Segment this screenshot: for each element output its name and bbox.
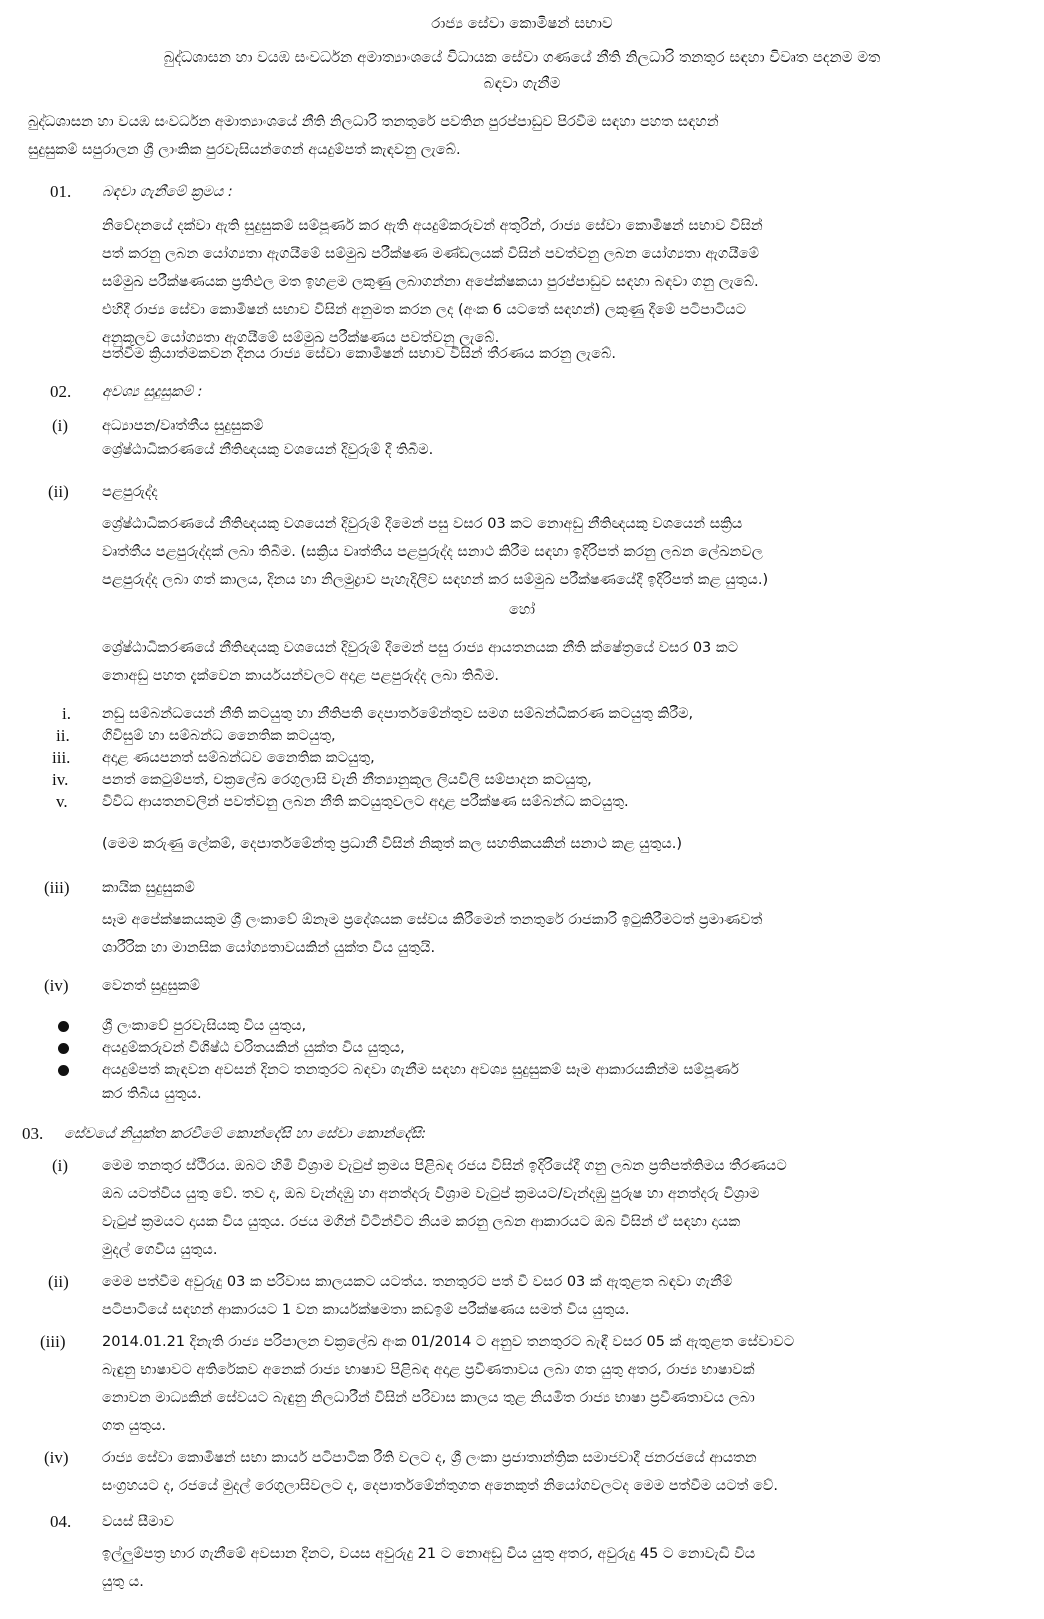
item-i-marker: (i) bbox=[52, 1156, 69, 1175]
service-condition-item: මෙම පත්වීම අවුරුදු 03 ක පරිවාස කාලයකට යටත්ය. තනතුරට පත් වී වසර 03 ක් ඇතුළත බඳවා ගැනීම් පටිපාටියේ සඳහන් ආකාරයට 1 වන කාර්යක්ෂමතා කඩඉම් පරීක්ෂණය සමත් විය යුතුය. bbox=[102, 1274, 733, 1318]
other-qualifications-title: වෙනත් සුදුසුකම් bbox=[102, 978, 200, 994]
age-limit-text: ඉල්ලුම්පත්‍ර භාර ගැනීමේ අවසාන දිනට, වයස අවුරුදු 21 ට නොඅඩු විය යුතු අතර, අවුරුදු 45 ට නොවැඩි විය යුතු ය. bbox=[102, 1546, 756, 1590]
experience-title: පළපුරුද්ද bbox=[102, 484, 158, 500]
bullet-icon bbox=[58, 1021, 69, 1032]
list-item-marker: v. bbox=[56, 792, 68, 811]
or-separator: හෝ bbox=[508, 602, 536, 618]
page-subtitle-line2: බඳවා ගැනීම bbox=[483, 74, 561, 92]
bullet-item: ශ්‍රී ලංකාවේ පුරවැසියකු විය යුතුය, bbox=[102, 1018, 307, 1034]
list-item: නඩු සම්බන්ධයෙන් නීති කටයුතු හා නීතිපති දෙපාර්තමේන්තුව සමග සම්බන්ධීකරණ කටයුතු කිරීම, bbox=[102, 706, 694, 722]
education-qualifications-text: ශ්‍රේෂ්ඨාධිකරණයේ නීතිඥයකු වශයෙන් දිවුරුම් දී තිබීම. bbox=[102, 442, 434, 458]
section-04-number: 04. bbox=[50, 1512, 72, 1531]
section-03-number: 03. bbox=[22, 1124, 44, 1143]
list-item: විවිධ ආයතනවලින් පවත්වනු ලබන නීති කටයුතුවලට අදාළ පරීක්ෂණ සම්බන්ධ කටයුතු. bbox=[102, 794, 629, 810]
section-01-effective-date: පත්වීම ක්‍රියාත්මකවන දිනය රාජ්‍ය සේවා කොමිෂන් සභාව විසින් තීරණය කරනු ලැබේ. bbox=[102, 346, 616, 362]
service-condition-item: 2014.01.21 දිනැති රාජ්‍ය පරිපාලන චක්‍රලේඛ අංක 01/2014 ට අනුව තනතුරට බැඳී වසර 05 ක් ඇතුළත සේවාවට බැඳුනු භාෂාවට අතිරේකව අනෙක් රාජ්‍ය භාෂාව පිළිබඳ අදාළ ප්‍රවීණතාවය ලබා ගත යුතු අතර, රාජ්‍ය භාෂාවක් නොවන මාධ්‍යකින් සේවයට බැඳුනු නිලධාරීන් විසින් පරිවාස කාලය තුළ නියමිත රාජ්‍ය භාෂා ප්‍රවීණතාවය ලබා ගත යුතුය. bbox=[102, 1334, 795, 1434]
bullet-icon bbox=[58, 1043, 69, 1054]
section-02-number: 02. bbox=[50, 382, 72, 401]
section-04-heading: වයස් සීමාව bbox=[102, 1514, 174, 1530]
service-condition-item: රාජ්‍ය සේවා කොමිෂන් සභා කාර්ය පටිපාටික රීති වලට ද, ශ්‍රී ලංකා ප්‍රජාතාන්ත්‍රික සමාජවාදී ජනරජයේ ආයතන සංග්‍රහයට ද, රජයේ මුදල් රෙගුලාසිවලට ද, දෙපාර්තමේන්තුගත අනෙකුත් නියෝගවලටද මෙම පත්වීම යටත් වේ. bbox=[102, 1450, 778, 1494]
education-qualifications-title: අධ්‍යාපන/වෘත්තීය සුදුසුකම් bbox=[102, 418, 264, 434]
item-i-marker: (i) bbox=[52, 416, 69, 435]
list-item-marker: iii. bbox=[52, 748, 71, 767]
section-03-heading: සේවයේ නියුක්ත කරවීමේ කොන්දේසි හා සේවා කොන්දේසි: bbox=[64, 1126, 427, 1142]
bullet-icon bbox=[58, 1065, 69, 1076]
section-01-number: 01. bbox=[50, 182, 72, 201]
list-item: අදාළ ණයපනත් සම්බන්ධව නෛතික කටයුතු, bbox=[102, 750, 375, 766]
list-item-marker: ii. bbox=[56, 726, 70, 745]
bullet-item: අයදුම්කරුවන් විශිෂ්ඨ චරිතයකින් යුක්ත විය යුතුය, bbox=[102, 1040, 405, 1056]
service-condition-item: මෙම තනතුර ස්ථිරය. ඔබට හිමි විශ්‍රාම වැටුප් ක්‍රමය පිළිබඳ රජය විසින් ඉදිරියේදී ගනු ලබන ප්‍රතිපත්තිමය තීරණයට ඔබ යටත්විය යුතු වේ. තව ද, ඔබ වැන්දඹු හා අනත්දරු විශ්‍රාම වැටුප් ක්‍රමයට/වැන්දඹු පුරුෂ හා අනත්දරු විශ්‍රාම වැටුප් ක්‍රමයට දායක විය යුතුය. රජය මගින් විටින්විට නියම කරනු ලබන ආකාරයට ඔබ විසින් ඒ සඳහා දායක මුදල් ගෙවිය යුතුය. bbox=[102, 1158, 787, 1258]
experience-paragraph-1: ශ්‍රේෂ්ඨාධිකරණයේ නීතිඥයකු වශයෙන් දිවුරුම් දීමෙන් පසු වසර 03 කට නොඅඩු නීතිඥයකු වශයෙන් සක්‍රිය වෘත්තීය පළපුරුද්දක් ලබා තිබීම. (සක්‍රිය වෘත්තීය පළපුරුද්ද සනාථ කිරීම සඳහා ඉදිරිපත් කරනු ලබන ලේඛනවල පළපුරුද්ද ලබා ගත් කාලය, දිනය හා නිලමුද්‍රාව පැහැදිලිව සඳහන් කර සම්මුඛ පරීක්ෂණයේදී ඉදිරිපත් කළ යුතුය.) bbox=[102, 516, 769, 588]
item-iv-marker: (iv) bbox=[44, 1448, 69, 1467]
list-item-marker: iv. bbox=[52, 770, 69, 789]
section-02-heading: අවශ්‍ය සුදුසුකම් : bbox=[102, 384, 203, 400]
section-01-paragraph: නිවේදනයේ දක්වා ඇති සුදුසුකම් සම්පූර්ණ කර ඇති අයදුම්කරුවන් අතුරින්, රාජ්‍ය සේවා කොමිෂන් සභාව විසින් පත් කරනු ලබන යෝග්‍යතා ඇගයීමේ සම්මුඛ පරීක්ෂණ මණ්ඩලයක් විසින් පවත්වනු ලබන යෝග්‍යතා ඇගයීමේ සම්මුඛ පරීක්ෂණයක ප්‍රතිඵල මත ඉහළම ලකුණු ලබාගන්නා අපේක්ෂකයා පුරප්පාඩුව සඳහා බඳවා ගනු ලැබේ. එහිදී රාජ්‍ය සේවා කොමිෂන් සභාව විසින් අනුමත කරන ලද (අංක 6 යටතේ සඳහන්) ලකුණු දීමේ පටිපාටියට අනුකූලව යෝග්‍යතා ඇගයීමේ සම්මුඛ පරීක්ෂණය පවත්වනු ලැබේ. bbox=[102, 218, 763, 346]
item-ii-marker: (ii) bbox=[48, 1272, 69, 1291]
item-iii-marker: (iii) bbox=[44, 878, 70, 897]
certification-note: (මෙම කරුණු ලේකම්, දෙපාර්තමේන්තු ප්‍රධානී විසින් නිකුත් කල සහතිකයකින් සනාථ කළ යුතුය.) bbox=[102, 836, 683, 852]
item-iii-marker: (iii) bbox=[40, 1332, 66, 1351]
item-ii-marker: (ii) bbox=[48, 482, 69, 501]
list-item: පනත් කෙටුම්පත්, චක්‍රලේඛ රෙගුලාසි වැනි නීත්‍යානුකූල ලියවිලි සම්පාදන කටයුතු, bbox=[102, 772, 592, 788]
experience-paragraph-2: ශ්‍රේෂ්ඨාධිකරණයේ නීතිඥයකු වශයෙන් දිවුරුම් දීමෙන් පසු රාජ්‍ය ආයතනයක නීති ක්ෂේත්‍රයේ වසර 03 කට නොඅඩු පහත දැක්වෙන කාර්යයන්වලට අදාළ පළපුරුද්ද ලබා තිබීම. bbox=[102, 640, 739, 684]
page-title: රාජ්‍ය සේවා කොමිෂන් සභාව bbox=[431, 14, 613, 32]
section-01-heading: බඳවා ගැනීමේ ක්‍රමය : bbox=[102, 184, 233, 200]
physical-qualifications-title: කායික සුදුසුකම් bbox=[102, 880, 195, 896]
list-item-marker: i. bbox=[62, 704, 71, 723]
item-iv-marker: (iv) bbox=[44, 976, 69, 995]
list-item: ගිවිසුම් හා සම්බන්ධ නෛතික කටයුතු, bbox=[102, 728, 336, 744]
physical-qualifications-text: සෑම අපේක්ෂකයකුම ශ්‍රී ලංකාවේ ඕනෑම ප්‍රදේශයක සේවය කිරීමෙන් තනතුරේ රාජකාරි ඉටුකිරීමටත් ප්‍රමාණවත් ශාරීරික හා මානසික යෝග්‍යතාවයකින් යුක්ත විය යුතුයි. bbox=[102, 912, 763, 956]
bullet-item-continuation: කර තිබිය යුතුය. bbox=[102, 1086, 202, 1102]
page-subtitle-line1: බුද්ධශාසන හා වයඹ සංවර්ධන අමාත්‍යාංශයේ විධායක සේවා ගණයේ නීති නිලධාරි තනතුර සඳහා විවෘත පදනම මත bbox=[163, 48, 881, 66]
bullet-item: අයදුම්පත් කැඳවන අවසන් දිනට තනතුරට බඳවා ගැනීම සඳහා අවශ්‍ය සුදුසුකම් සෑම ආකාරයකින්ම සම්පූර්ණ bbox=[102, 1062, 739, 1078]
intro-paragraph: බුද්ධශාසන හා වයඹ සංවර්ධන අමාත්‍යාංශයේ නීති නිලධාරි තනතුරේ පවතින පුරප්පාඩුව පිරවීම සඳහා පහත සඳහන් සුදුසුකම් සපුරාලන ශ්‍රී ලාංකික පුරවැසියන්ගෙන් අයදුම්පත් කැඳවනු ලැබේ. bbox=[28, 114, 719, 158]
